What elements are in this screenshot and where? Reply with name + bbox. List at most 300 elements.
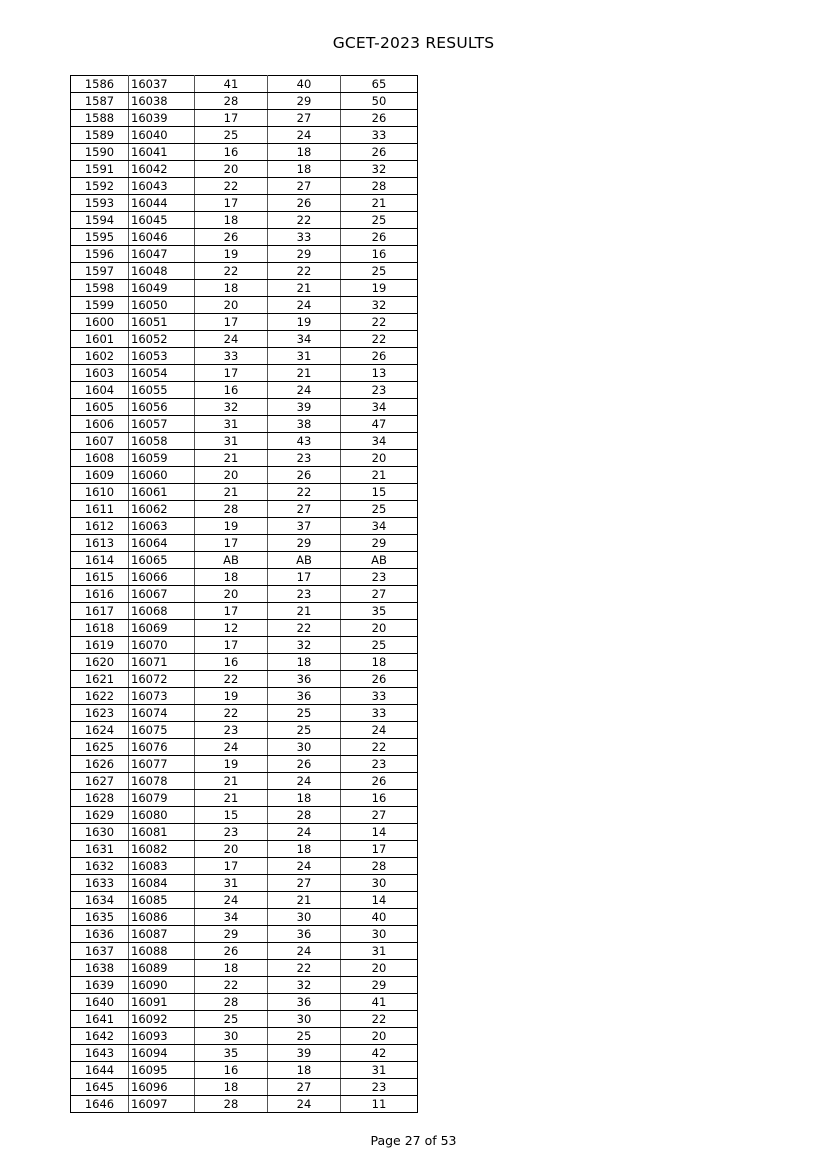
score-3-cell: 20 bbox=[341, 960, 418, 977]
serial-number-cell: 1611 bbox=[71, 501, 129, 518]
score-3-cell: 33 bbox=[341, 705, 418, 722]
roll-number-cell: 16085 bbox=[129, 892, 195, 909]
score-1-cell: 32 bbox=[195, 399, 268, 416]
table-row bbox=[71, 875, 418, 892]
roll-number-cell: 16077 bbox=[129, 756, 195, 773]
table-row bbox=[71, 161, 418, 178]
score-1-cell: 21 bbox=[195, 450, 268, 467]
table-row bbox=[71, 501, 418, 518]
score-3-cell: 29 bbox=[341, 977, 418, 994]
table-row bbox=[71, 892, 418, 909]
score-1-cell: 19 bbox=[195, 246, 268, 263]
serial-number-cell: 1642 bbox=[71, 1028, 129, 1045]
serial-number-cell: 1602 bbox=[71, 348, 129, 365]
table-row bbox=[71, 246, 418, 263]
score-1-cell: 30 bbox=[195, 1028, 268, 1045]
table-row bbox=[71, 960, 418, 977]
score-3-cell: 23 bbox=[341, 756, 418, 773]
roll-number-cell: 16053 bbox=[129, 348, 195, 365]
table-row bbox=[71, 1096, 418, 1113]
roll-number-cell: 16072 bbox=[129, 671, 195, 688]
score-2-cell: 24 bbox=[268, 773, 341, 790]
table-row bbox=[71, 1028, 418, 1045]
serial-number-cell: 1619 bbox=[71, 637, 129, 654]
roll-number-cell: 16091 bbox=[129, 994, 195, 1011]
score-3-cell: 41 bbox=[341, 994, 418, 1011]
score-2-cell: 43 bbox=[268, 433, 341, 450]
table-row bbox=[71, 654, 418, 671]
serial-number-cell: 1624 bbox=[71, 722, 129, 739]
roll-number-cell: 16038 bbox=[129, 93, 195, 110]
score-2-cell: 40 bbox=[268, 76, 341, 93]
score-1-cell: 21 bbox=[195, 773, 268, 790]
roll-number-cell: 16097 bbox=[129, 1096, 195, 1113]
serial-number-cell: 1592 bbox=[71, 178, 129, 195]
table-row bbox=[71, 1011, 418, 1028]
table-row bbox=[71, 399, 418, 416]
score-1-cell: 17 bbox=[195, 314, 268, 331]
score-2-cell: 22 bbox=[268, 212, 341, 229]
score-2-cell: 21 bbox=[268, 365, 341, 382]
serial-number-cell: 1643 bbox=[71, 1045, 129, 1062]
score-1-cell: 18 bbox=[195, 569, 268, 586]
score-3-cell: 16 bbox=[341, 790, 418, 807]
score-2-cell: 18 bbox=[268, 144, 341, 161]
score-3-cell: 23 bbox=[341, 569, 418, 586]
roll-number-cell: 16041 bbox=[129, 144, 195, 161]
table-row bbox=[71, 977, 418, 994]
score-3-cell: 19 bbox=[341, 280, 418, 297]
score-1-cell: 26 bbox=[195, 943, 268, 960]
score-2-cell: 29 bbox=[268, 93, 341, 110]
serial-number-cell: 1620 bbox=[71, 654, 129, 671]
score-3-cell: 33 bbox=[341, 127, 418, 144]
score-1-cell: 24 bbox=[195, 331, 268, 348]
table-row bbox=[71, 1045, 418, 1062]
score-2-cell: 30 bbox=[268, 1011, 341, 1028]
score-1-cell: 19 bbox=[195, 756, 268, 773]
serial-number-cell: 1640 bbox=[71, 994, 129, 1011]
serial-number-cell: 1614 bbox=[71, 552, 129, 569]
roll-number-cell: 16079 bbox=[129, 790, 195, 807]
score-2-cell: 23 bbox=[268, 450, 341, 467]
score-1-cell: 15 bbox=[195, 807, 268, 824]
score-1-cell: 25 bbox=[195, 1011, 268, 1028]
roll-number-cell: 16059 bbox=[129, 450, 195, 467]
table-row bbox=[71, 195, 418, 212]
roll-number-cell: 16042 bbox=[129, 161, 195, 178]
score-3-cell: 14 bbox=[341, 892, 418, 909]
score-3-cell: 31 bbox=[341, 1062, 418, 1079]
serial-number-cell: 1597 bbox=[71, 263, 129, 280]
score-1-cell: 41 bbox=[195, 76, 268, 93]
table-row bbox=[71, 535, 418, 552]
roll-number-cell: 16039 bbox=[129, 110, 195, 127]
roll-number-cell: 16086 bbox=[129, 909, 195, 926]
score-3-cell: 27 bbox=[341, 586, 418, 603]
score-1-cell: 16 bbox=[195, 144, 268, 161]
roll-number-cell: 16045 bbox=[129, 212, 195, 229]
roll-number-cell: 16047 bbox=[129, 246, 195, 263]
score-3-cell: AB bbox=[341, 552, 418, 569]
table-row bbox=[71, 671, 418, 688]
score-3-cell: 65 bbox=[341, 76, 418, 93]
table-row bbox=[71, 144, 418, 161]
table-row bbox=[71, 348, 418, 365]
score-3-cell: 21 bbox=[341, 195, 418, 212]
serial-number-cell: 1634 bbox=[71, 892, 129, 909]
score-3-cell: 42 bbox=[341, 1045, 418, 1062]
score-3-cell: 22 bbox=[341, 331, 418, 348]
score-1-cell: 17 bbox=[195, 195, 268, 212]
serial-number-cell: 1606 bbox=[71, 416, 129, 433]
results-table-container bbox=[70, 75, 418, 1113]
score-3-cell: 23 bbox=[341, 1079, 418, 1096]
roll-number-cell: 16037 bbox=[129, 76, 195, 93]
table-row bbox=[71, 110, 418, 127]
serial-number-cell: 1587 bbox=[71, 93, 129, 110]
score-2-cell: 39 bbox=[268, 399, 341, 416]
score-2-cell: 18 bbox=[268, 1062, 341, 1079]
serial-number-cell: 1598 bbox=[71, 280, 129, 297]
score-2-cell: 34 bbox=[268, 331, 341, 348]
score-2-cell: 37 bbox=[268, 518, 341, 535]
score-1-cell: 17 bbox=[195, 637, 268, 654]
score-2-cell: 24 bbox=[268, 943, 341, 960]
serial-number-cell: 1646 bbox=[71, 1096, 129, 1113]
table-row bbox=[71, 331, 418, 348]
score-1-cell: 12 bbox=[195, 620, 268, 637]
serial-number-cell: 1629 bbox=[71, 807, 129, 824]
roll-number-cell: 16093 bbox=[129, 1028, 195, 1045]
score-2-cell: 25 bbox=[268, 1028, 341, 1045]
table-row bbox=[71, 994, 418, 1011]
roll-number-cell: 16062 bbox=[129, 501, 195, 518]
roll-number-cell: 16057 bbox=[129, 416, 195, 433]
score-3-cell: 25 bbox=[341, 501, 418, 518]
score-1-cell: 18 bbox=[195, 280, 268, 297]
score-3-cell: 47 bbox=[341, 416, 418, 433]
roll-number-cell: 16064 bbox=[129, 535, 195, 552]
table-row bbox=[71, 858, 418, 875]
serial-number-cell: 1609 bbox=[71, 467, 129, 484]
serial-number-cell: 1608 bbox=[71, 450, 129, 467]
score-2-cell: 26 bbox=[268, 467, 341, 484]
score-2-cell: 32 bbox=[268, 977, 341, 994]
table-row bbox=[71, 382, 418, 399]
table-row bbox=[71, 518, 418, 535]
table-row bbox=[71, 705, 418, 722]
roll-number-cell: 16078 bbox=[129, 773, 195, 790]
score-2-cell: 18 bbox=[268, 841, 341, 858]
serial-number-cell: 1596 bbox=[71, 246, 129, 263]
score-2-cell: 21 bbox=[268, 892, 341, 909]
score-3-cell: 25 bbox=[341, 637, 418, 654]
serial-number-cell: 1632 bbox=[71, 858, 129, 875]
serial-number-cell: 1612 bbox=[71, 518, 129, 535]
score-1-cell: 18 bbox=[195, 960, 268, 977]
score-1-cell: 20 bbox=[195, 586, 268, 603]
serial-number-cell: 1590 bbox=[71, 144, 129, 161]
table-row bbox=[71, 569, 418, 586]
score-2-cell: 18 bbox=[268, 790, 341, 807]
table-row bbox=[71, 229, 418, 246]
serial-number-cell: 1627 bbox=[71, 773, 129, 790]
score-3-cell: 13 bbox=[341, 365, 418, 382]
score-2-cell: 19 bbox=[268, 314, 341, 331]
score-2-cell: 25 bbox=[268, 722, 341, 739]
table-row bbox=[71, 365, 418, 382]
score-3-cell: 25 bbox=[341, 263, 418, 280]
table-row bbox=[71, 773, 418, 790]
score-2-cell: 22 bbox=[268, 484, 341, 501]
score-3-cell: 28 bbox=[341, 858, 418, 875]
score-1-cell: 24 bbox=[195, 739, 268, 756]
table-row bbox=[71, 450, 418, 467]
roll-number-cell: 16049 bbox=[129, 280, 195, 297]
roll-number-cell: 16056 bbox=[129, 399, 195, 416]
table-row bbox=[71, 603, 418, 620]
score-3-cell: 20 bbox=[341, 1028, 418, 1045]
table-row bbox=[71, 790, 418, 807]
table-row bbox=[71, 824, 418, 841]
serial-number-cell: 1607 bbox=[71, 433, 129, 450]
score-2-cell: 30 bbox=[268, 909, 341, 926]
serial-number-cell: 1617 bbox=[71, 603, 129, 620]
score-2-cell: 27 bbox=[268, 875, 341, 892]
score-1-cell: 26 bbox=[195, 229, 268, 246]
score-1-cell: 20 bbox=[195, 297, 268, 314]
roll-number-cell: 16067 bbox=[129, 586, 195, 603]
score-3-cell: 27 bbox=[341, 807, 418, 824]
score-3-cell: 35 bbox=[341, 603, 418, 620]
score-1-cell: AB bbox=[195, 552, 268, 569]
score-1-cell: 28 bbox=[195, 994, 268, 1011]
score-1-cell: 18 bbox=[195, 1079, 268, 1096]
score-1-cell: 22 bbox=[195, 178, 268, 195]
score-3-cell: 22 bbox=[341, 314, 418, 331]
score-1-cell: 20 bbox=[195, 161, 268, 178]
score-1-cell: 28 bbox=[195, 1096, 268, 1113]
score-1-cell: 20 bbox=[195, 467, 268, 484]
results-table-body bbox=[71, 76, 418, 1113]
score-3-cell: 24 bbox=[341, 722, 418, 739]
score-1-cell: 34 bbox=[195, 909, 268, 926]
roll-number-cell: 16054 bbox=[129, 365, 195, 382]
serial-number-cell: 1628 bbox=[71, 790, 129, 807]
table-row bbox=[71, 841, 418, 858]
roll-number-cell: 16068 bbox=[129, 603, 195, 620]
table-row bbox=[71, 552, 418, 569]
serial-number-cell: 1618 bbox=[71, 620, 129, 637]
score-1-cell: 16 bbox=[195, 382, 268, 399]
roll-number-cell: 16063 bbox=[129, 518, 195, 535]
roll-number-cell: 16083 bbox=[129, 858, 195, 875]
score-1-cell: 17 bbox=[195, 365, 268, 382]
roll-number-cell: 16080 bbox=[129, 807, 195, 824]
serial-number-cell: 1589 bbox=[71, 127, 129, 144]
table-row bbox=[71, 76, 418, 93]
serial-number-cell: 1600 bbox=[71, 314, 129, 331]
serial-number-cell: 1588 bbox=[71, 110, 129, 127]
score-3-cell: 14 bbox=[341, 824, 418, 841]
score-3-cell: 22 bbox=[341, 739, 418, 756]
roll-number-cell: 16074 bbox=[129, 705, 195, 722]
roll-number-cell: 16082 bbox=[129, 841, 195, 858]
serial-number-cell: 1595 bbox=[71, 229, 129, 246]
roll-number-cell: 16065 bbox=[129, 552, 195, 569]
table-row bbox=[71, 739, 418, 756]
roll-number-cell: 16060 bbox=[129, 467, 195, 484]
roll-number-cell: 16044 bbox=[129, 195, 195, 212]
score-1-cell: 19 bbox=[195, 688, 268, 705]
roll-number-cell: 16070 bbox=[129, 637, 195, 654]
score-2-cell: 22 bbox=[268, 263, 341, 280]
score-2-cell: 30 bbox=[268, 739, 341, 756]
score-1-cell: 22 bbox=[195, 263, 268, 280]
score-2-cell: 27 bbox=[268, 110, 341, 127]
score-3-cell: 18 bbox=[341, 654, 418, 671]
score-3-cell: 32 bbox=[341, 297, 418, 314]
score-3-cell: 20 bbox=[341, 620, 418, 637]
score-2-cell: 17 bbox=[268, 569, 341, 586]
score-1-cell: 28 bbox=[195, 93, 268, 110]
serial-number-cell: 1615 bbox=[71, 569, 129, 586]
score-3-cell: 34 bbox=[341, 399, 418, 416]
score-3-cell: 21 bbox=[341, 467, 418, 484]
score-1-cell: 16 bbox=[195, 1062, 268, 1079]
table-row bbox=[71, 484, 418, 501]
score-1-cell: 21 bbox=[195, 790, 268, 807]
score-2-cell: 29 bbox=[268, 246, 341, 263]
score-1-cell: 23 bbox=[195, 722, 268, 739]
score-1-cell: 17 bbox=[195, 603, 268, 620]
score-3-cell: 30 bbox=[341, 875, 418, 892]
table-row bbox=[71, 416, 418, 433]
table-row bbox=[71, 620, 418, 637]
table-row bbox=[71, 807, 418, 824]
serial-number-cell: 1605 bbox=[71, 399, 129, 416]
score-1-cell: 22 bbox=[195, 671, 268, 688]
score-3-cell: 26 bbox=[341, 144, 418, 161]
table-row bbox=[71, 127, 418, 144]
roll-number-cell: 16046 bbox=[129, 229, 195, 246]
roll-number-cell: 16087 bbox=[129, 926, 195, 943]
roll-number-cell: 16084 bbox=[129, 875, 195, 892]
score-3-cell: 50 bbox=[341, 93, 418, 110]
score-1-cell: 17 bbox=[195, 535, 268, 552]
score-3-cell: 17 bbox=[341, 841, 418, 858]
serial-number-cell: 1644 bbox=[71, 1062, 129, 1079]
serial-number-cell: 1641 bbox=[71, 1011, 129, 1028]
page-title: GCET-2023 RESULTS bbox=[332, 34, 495, 52]
score-3-cell: 16 bbox=[341, 246, 418, 263]
serial-number-cell: 1639 bbox=[71, 977, 129, 994]
score-2-cell: 18 bbox=[268, 654, 341, 671]
serial-number-cell: 1622 bbox=[71, 688, 129, 705]
roll-number-cell: 16095 bbox=[129, 1062, 195, 1079]
score-2-cell: 27 bbox=[268, 178, 341, 195]
score-1-cell: 28 bbox=[195, 501, 268, 518]
table-row bbox=[71, 263, 418, 280]
page-number: Page 27 of 53 bbox=[370, 1133, 457, 1148]
score-3-cell: 34 bbox=[341, 433, 418, 450]
score-2-cell: 29 bbox=[268, 535, 341, 552]
score-1-cell: 33 bbox=[195, 348, 268, 365]
score-2-cell: 36 bbox=[268, 994, 341, 1011]
score-1-cell: 29 bbox=[195, 926, 268, 943]
score-2-cell: 18 bbox=[268, 161, 341, 178]
results-table bbox=[70, 75, 418, 1113]
serial-number-cell: 1613 bbox=[71, 535, 129, 552]
roll-number-cell: 16066 bbox=[129, 569, 195, 586]
serial-number-cell: 1601 bbox=[71, 331, 129, 348]
table-row bbox=[71, 943, 418, 960]
serial-number-cell: 1599 bbox=[71, 297, 129, 314]
score-1-cell: 31 bbox=[195, 416, 268, 433]
score-3-cell: 28 bbox=[341, 178, 418, 195]
serial-number-cell: 1603 bbox=[71, 365, 129, 382]
table-row bbox=[71, 1062, 418, 1079]
roll-number-cell: 16089 bbox=[129, 960, 195, 977]
table-row bbox=[71, 467, 418, 484]
score-1-cell: 24 bbox=[195, 892, 268, 909]
score-3-cell: 22 bbox=[341, 1011, 418, 1028]
table-row bbox=[71, 212, 418, 229]
roll-number-cell: 16069 bbox=[129, 620, 195, 637]
score-2-cell: 21 bbox=[268, 280, 341, 297]
score-2-cell: 26 bbox=[268, 756, 341, 773]
score-2-cell: 36 bbox=[268, 671, 341, 688]
score-1-cell: 21 bbox=[195, 484, 268, 501]
score-2-cell: 23 bbox=[268, 586, 341, 603]
roll-number-cell: 16096 bbox=[129, 1079, 195, 1096]
roll-number-cell: 16075 bbox=[129, 722, 195, 739]
roll-number-cell: 16051 bbox=[129, 314, 195, 331]
roll-number-cell: 16043 bbox=[129, 178, 195, 195]
score-3-cell: 26 bbox=[341, 671, 418, 688]
table-row bbox=[71, 280, 418, 297]
score-2-cell: 36 bbox=[268, 688, 341, 705]
score-2-cell: 31 bbox=[268, 348, 341, 365]
score-2-cell: AB bbox=[268, 552, 341, 569]
serial-number-cell: 1623 bbox=[71, 705, 129, 722]
table-row bbox=[71, 756, 418, 773]
table-row bbox=[71, 722, 418, 739]
roll-number-cell: 16052 bbox=[129, 331, 195, 348]
score-3-cell: 11 bbox=[341, 1096, 418, 1113]
serial-number-cell: 1631 bbox=[71, 841, 129, 858]
table-row bbox=[71, 688, 418, 705]
score-3-cell: 26 bbox=[341, 773, 418, 790]
table-row bbox=[71, 93, 418, 110]
score-1-cell: 25 bbox=[195, 127, 268, 144]
table-row bbox=[71, 909, 418, 926]
roll-number-cell: 16090 bbox=[129, 977, 195, 994]
score-3-cell: 29 bbox=[341, 535, 418, 552]
score-2-cell: 22 bbox=[268, 620, 341, 637]
roll-number-cell: 16058 bbox=[129, 433, 195, 450]
score-3-cell: 30 bbox=[341, 926, 418, 943]
serial-number-cell: 1637 bbox=[71, 943, 129, 960]
score-2-cell: 38 bbox=[268, 416, 341, 433]
score-2-cell: 27 bbox=[268, 501, 341, 518]
roll-number-cell: 16094 bbox=[129, 1045, 195, 1062]
score-3-cell: 23 bbox=[341, 382, 418, 399]
roll-number-cell: 16092 bbox=[129, 1011, 195, 1028]
table-row bbox=[71, 178, 418, 195]
roll-number-cell: 16073 bbox=[129, 688, 195, 705]
